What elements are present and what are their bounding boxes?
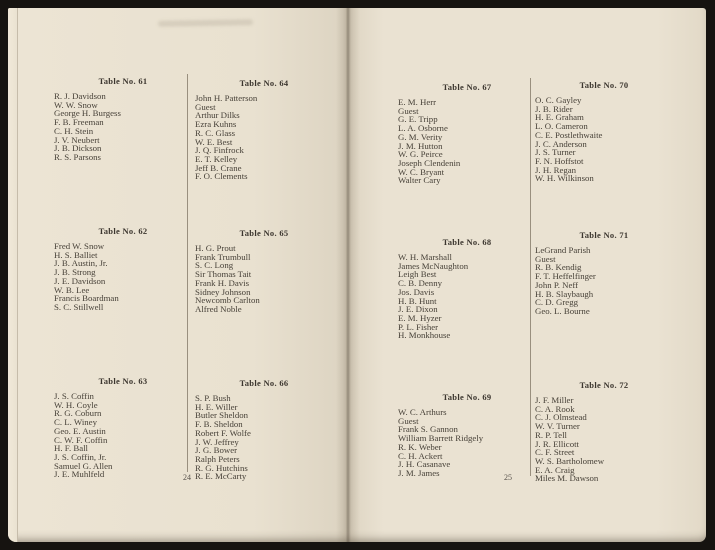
guest-name: F. B. Freeman xyxy=(54,117,104,128)
guest-name: Ralph Peters xyxy=(195,453,240,464)
guest-name: Arthur Dilks xyxy=(195,110,240,121)
guest-name: E. A. Craig xyxy=(535,464,575,475)
guest-name: C. J. Olmstead xyxy=(535,412,587,423)
guest-name: J. B. Strong xyxy=(54,267,96,278)
table-title: Table No. 68 xyxy=(442,237,492,247)
guest-name: Leigh Best xyxy=(398,269,437,280)
table-title: Table No. 66 xyxy=(239,378,289,388)
table-section xyxy=(396,392,538,547)
guest-name: W. H. Wilkinson xyxy=(535,173,594,184)
table-section xyxy=(533,80,675,230)
guest-name: Walter Cary xyxy=(398,175,441,186)
guest-name: J. S. Turner xyxy=(535,147,576,158)
guest-name: J. B. Austin, Jr. xyxy=(54,258,108,269)
guest-name: H. E. Willer xyxy=(195,401,238,412)
guest-name: John P. Neff xyxy=(535,279,579,290)
guest-name: J. B. Rider xyxy=(535,103,573,114)
table-section xyxy=(396,82,538,237)
guest-name: F. B. Sheldon xyxy=(195,419,243,430)
guest-name: C. W. F. Coffin xyxy=(54,434,108,445)
guest-name: E. T. Kelley xyxy=(195,153,238,164)
guest-name: J. H. Regan xyxy=(535,164,577,175)
guest-name: H. S. Balliet xyxy=(54,249,98,260)
guest-name: Miles M. Dawson xyxy=(535,473,599,484)
guest-name: C. E. Postlethwaite xyxy=(535,129,603,140)
guest-name: J. B. Dickson xyxy=(54,143,102,154)
table-section xyxy=(193,378,335,528)
guest-name: Geo. L. Bourne xyxy=(535,305,590,316)
guest-name: Samuel G. Allen xyxy=(54,460,113,471)
guest-name: J. M. Hutton xyxy=(398,140,443,151)
guest-name: E. M. Herr xyxy=(398,97,437,107)
guest-name: H. E. Graham xyxy=(535,112,584,123)
page-edge xyxy=(8,8,18,542)
table-title: Table No. 65 xyxy=(239,228,289,238)
table-section xyxy=(396,237,538,392)
guest-name: James McNaughton xyxy=(398,260,469,271)
guest-name: Jeff B. Crane xyxy=(195,162,242,173)
guest-name: J. H. Casanave xyxy=(398,459,451,470)
guest-name: R. C. Glass xyxy=(195,127,236,138)
table-title: Table No. 62 xyxy=(98,226,148,236)
guest-name: C. B. Denny xyxy=(398,278,442,289)
table-section xyxy=(52,226,194,376)
guest-name: W. S. Bartholomew xyxy=(535,455,605,466)
left-page-column-1 xyxy=(52,76,194,526)
guest-name: S. C. Stillwell xyxy=(54,301,104,312)
table-title: Table No. 71 xyxy=(579,230,629,240)
guest-name: C. D. Gregg xyxy=(535,297,579,308)
guest-name: Frank H. Davis xyxy=(195,277,249,288)
guest-name: W. E. Best xyxy=(195,136,233,147)
guest-name: P. L. Fisher xyxy=(398,321,439,332)
guest-name: J. C. Anderson xyxy=(535,138,587,149)
guest-name: Ezra Kuhns xyxy=(195,119,237,130)
guest-name: W. C. Bryant xyxy=(398,166,445,177)
guest-name: C. L. Winey xyxy=(54,417,97,428)
guest-name: Frank Trumbull xyxy=(195,251,251,262)
guest-name: Sidney Johnson xyxy=(195,286,251,297)
guest-name: G. E. Tripp xyxy=(398,114,438,125)
table-section xyxy=(193,78,335,228)
guest-name: H. Monkhouse xyxy=(398,330,451,341)
guest-name: S. P. Bush xyxy=(195,393,231,403)
guest-name: Frank S. Gannon xyxy=(398,424,458,435)
table-section xyxy=(193,228,335,378)
guest-name: R. G. Hutchins xyxy=(195,462,248,473)
smudge xyxy=(158,19,253,27)
guest-name: W. H. Marshall xyxy=(398,252,452,262)
table-title: Table No. 67 xyxy=(442,82,492,92)
guest-name: H. B. Hunt xyxy=(398,295,437,306)
guest-name: W. B. Lee xyxy=(54,284,90,295)
guest-name: J. S. Coffin, Jr. xyxy=(54,451,107,462)
guest-name: R. K. Weber xyxy=(398,441,442,452)
page-number: 25 xyxy=(504,473,512,482)
table-section xyxy=(52,76,194,226)
guest-name: L. A. Osborne xyxy=(398,123,448,134)
guest-name: H. F. Ball xyxy=(54,443,88,454)
guest-name: J. G. Bower xyxy=(195,445,238,456)
guest-name: J. M. James xyxy=(398,467,440,478)
guest-name: Guest xyxy=(535,253,556,264)
guest-name: O. C. Gayley xyxy=(535,95,582,105)
guest-name: J. E. Dixon xyxy=(398,304,438,315)
guest-name: Fred W. Snow xyxy=(54,241,105,251)
guest-name: R. G. Coburn xyxy=(54,408,102,419)
guest-name: W. C. Arthurs xyxy=(398,407,447,417)
guest-name: Newcomb Carlton xyxy=(195,295,260,306)
guest-name: R. P. Tell xyxy=(535,429,567,440)
guest-name: C. H. Stein xyxy=(54,125,94,136)
guest-name: L. O. Cameron xyxy=(535,121,588,132)
guest-name: W. V. Turner xyxy=(535,421,580,432)
guest-name: S. C. Long xyxy=(195,260,234,271)
guest-name: W. G. Peirce xyxy=(398,149,443,160)
guest-name: George H. Burgess xyxy=(54,108,121,119)
page-number: 24 xyxy=(183,473,191,482)
right-page-column-1 xyxy=(396,82,538,547)
guest-name: C. H. Ackert xyxy=(398,450,443,461)
guest-name: J. E. Muhlfeld xyxy=(54,469,105,480)
guest-name: J. E. Davidson xyxy=(54,275,106,286)
table-title: Table No. 72 xyxy=(579,380,629,390)
guest-name: Robert F. Wolfe xyxy=(195,427,251,438)
guest-name: Butler Sheldon xyxy=(195,410,249,421)
table-title: Table No. 70 xyxy=(579,80,629,90)
guest-name: J. Q. Finfrock xyxy=(195,145,244,156)
right-page-column-2 xyxy=(533,80,675,530)
table-title: Table No. 63 xyxy=(98,376,148,386)
guest-name: F. T. Heffelfinger xyxy=(535,271,596,282)
guest-name: Geo. E. Austin xyxy=(54,425,106,436)
table-title: Table No. 69 xyxy=(442,392,492,402)
guest-name: R. J. Davidson xyxy=(54,91,106,101)
guest-name: John H. Patterson xyxy=(195,93,258,103)
guest-name: H. B. Slaybaugh xyxy=(535,288,594,299)
guest-name: R. E. McCarty xyxy=(195,471,247,482)
guest-name: C. F. Street xyxy=(535,447,575,458)
guest-name: C. A. Rook xyxy=(535,403,575,414)
guest-name: J. W. Jeffrey xyxy=(195,436,239,447)
guest-name: Joseph Clendenin xyxy=(398,157,461,168)
guest-name: Alfred Noble xyxy=(195,303,242,314)
guest-name: William Barrett Ridgely xyxy=(398,433,484,444)
guest-name: W. W. Snow xyxy=(54,99,98,110)
guest-name: G. M. Verity xyxy=(398,131,443,142)
table-section xyxy=(52,376,194,526)
guest-name: Guest xyxy=(195,101,216,112)
book-gutter xyxy=(336,8,360,542)
guest-name: R. S. Parsons xyxy=(54,151,101,162)
guest-name: Guest xyxy=(398,105,419,116)
guest-name: F. O. Clements xyxy=(195,171,248,182)
guest-name: W. H. Coyle xyxy=(54,399,98,410)
left-page-column-2 xyxy=(193,78,335,528)
table-section xyxy=(533,380,675,530)
guest-name: Francis Boardman xyxy=(54,293,119,304)
guest-name: Jos. Davis xyxy=(398,286,435,297)
guest-name: J. V. Neubert xyxy=(54,134,100,145)
guest-name: R. B. Kendig xyxy=(535,262,582,273)
guest-name: Guest xyxy=(398,415,419,426)
guest-name: LeGrand Parish xyxy=(535,245,591,255)
guest-name: J. F. Miller xyxy=(535,395,574,405)
guest-name: E. M. Hyzer xyxy=(398,312,442,323)
table-title: Table No. 61 xyxy=(98,76,148,86)
guest-name: J. R. Ellicott xyxy=(535,438,579,449)
guest-name: J. S. Coffin xyxy=(54,391,94,401)
table-section xyxy=(533,230,675,380)
guest-name: F. N. Hoffstot xyxy=(535,155,584,166)
guest-name: Sir Thomas Tait xyxy=(195,269,252,280)
table-title: Table No. 64 xyxy=(239,78,289,88)
guest-name: H. G. Prout xyxy=(195,243,236,253)
